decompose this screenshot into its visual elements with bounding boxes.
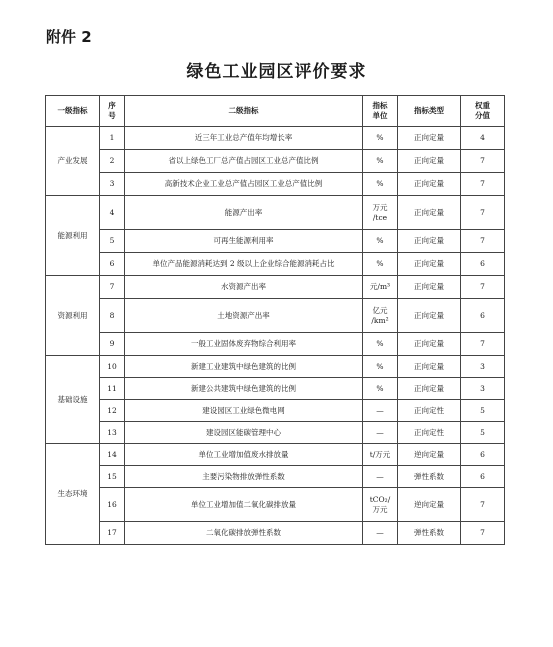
table-row: [46, 299, 505, 333]
row-indicator: 新建公共建筑中绿色建筑的比例: [125, 378, 363, 400]
attachment-label: 附件 2: [46, 28, 92, 46]
row-type: 正向定性: [398, 422, 461, 444]
group-name: 产业发展: [46, 127, 100, 196]
row-weight: 7: [461, 196, 505, 230]
row-seq: 12: [100, 400, 125, 422]
table-row: [46, 333, 505, 356]
row-type: 正向定量: [398, 150, 461, 173]
table-row: [46, 150, 505, 173]
row-weight: 7: [461, 522, 505, 545]
row-indicator: 可再生能源利用率: [125, 230, 363, 253]
row-weight: 7: [461, 276, 505, 299]
row-type: 正向定量: [398, 253, 461, 276]
row-type: 正向定量: [398, 230, 461, 253]
row-indicator: 能源产出率: [125, 196, 363, 230]
row-seq: 13: [100, 422, 125, 444]
row-indicator: 新建工业建筑中绿色建筑的比例: [125, 356, 363, 378]
row-weight: 7: [461, 230, 505, 253]
row-type: 正向定量: [398, 196, 461, 230]
row-seq: 11: [100, 378, 125, 400]
row-seq: 5: [100, 230, 125, 253]
row-indicator: 建设园区工业绿色微电网: [125, 400, 363, 422]
row-type: 正向定量: [398, 276, 461, 299]
table-row: [46, 488, 505, 522]
row-weight: 6: [461, 466, 505, 488]
header-type: 指标类型: [398, 96, 461, 127]
row-unit: t/万元: [363, 444, 398, 466]
row-type: 正向定量: [398, 356, 461, 378]
row-seq: 10: [100, 356, 125, 378]
row-type: 逆向定量: [398, 488, 461, 522]
row-seq: 8: [100, 299, 125, 333]
row-unit: %: [363, 230, 398, 253]
row-type: 正向定量: [398, 333, 461, 356]
document-title: 绿色工业园区评价要求: [186, 62, 367, 82]
row-unit: %: [363, 253, 398, 276]
row-seq: 9: [100, 333, 125, 356]
row-type: 正向定性: [398, 400, 461, 422]
table-row: [46, 400, 505, 422]
row-type: 逆向定量: [398, 444, 461, 466]
row-unit: —: [363, 422, 398, 444]
row-unit: %: [363, 378, 398, 400]
row-unit: —: [363, 400, 398, 422]
row-indicator: 土地资源产出率: [125, 299, 363, 333]
row-type: 正向定量: [398, 127, 461, 150]
row-unit: %: [363, 150, 398, 173]
table-row: [46, 356, 505, 378]
table-row: [46, 173, 505, 196]
group-name: 能源利用: [46, 196, 100, 276]
row-weight: 4: [461, 127, 505, 150]
row-type: 正向定量: [398, 173, 461, 196]
header-unit: 指标 单位: [363, 96, 398, 127]
row-indicator: 水资源产出率: [125, 276, 363, 299]
group-name: 资源利用: [46, 276, 100, 356]
row-seq: 17: [100, 522, 125, 545]
header-seq: 序 号: [100, 96, 125, 127]
row-unit: %: [363, 356, 398, 378]
row-seq: 14: [100, 444, 125, 466]
row-weight: 6: [461, 444, 505, 466]
row-weight: 5: [461, 422, 505, 444]
table-row: [46, 196, 505, 230]
table-row: [46, 378, 505, 400]
row-seq: 2: [100, 150, 125, 173]
row-seq: 16: [100, 488, 125, 522]
row-indicator: 近三年工业总产值年均增长率: [125, 127, 363, 150]
row-seq: 3: [100, 173, 125, 196]
row-weight: 7: [461, 173, 505, 196]
row-weight: 7: [461, 488, 505, 522]
header-level2: 二级指标: [125, 96, 363, 127]
header-weight: 权重 分值: [461, 96, 505, 127]
row-unit: —: [363, 522, 398, 545]
row-indicator: 一般工业固体废弃物综合利用率: [125, 333, 363, 356]
row-indicator: 建设园区能碳管理中心: [125, 422, 363, 444]
row-unit: tCO₂/ 万元: [363, 488, 398, 522]
row-indicator: 单位产品能源消耗达到 2 级以上企业综合能源消耗占比: [125, 253, 363, 276]
table-row: [46, 127, 505, 150]
row-seq: 15: [100, 466, 125, 488]
row-seq: 1: [100, 127, 125, 150]
group-name: 生态环境: [46, 444, 100, 545]
row-indicator: 二氧化碳排放弹性系数: [125, 522, 363, 545]
table-row: [46, 444, 505, 466]
row-weight: 6: [461, 253, 505, 276]
group-name: 基础设施: [46, 356, 100, 444]
row-type: 弹性系数: [398, 466, 461, 488]
row-unit: %: [363, 333, 398, 356]
row-weight: 7: [461, 150, 505, 173]
row-indicator: 省以上绿色工厂总产值占园区工业总产值比例: [125, 150, 363, 173]
row-indicator: 单位工业增加值二氧化碳排放量: [125, 488, 363, 522]
row-weight: 3: [461, 356, 505, 378]
header-level1: 一级指标: [46, 96, 100, 127]
row-seq: 7: [100, 276, 125, 299]
evaluation-table: [45, 95, 505, 545]
row-type: 正向定量: [398, 378, 461, 400]
table-row: [46, 230, 505, 253]
row-unit: 亿元 /km²: [363, 299, 398, 333]
row-weight: 7: [461, 333, 505, 356]
table-row: [46, 276, 505, 299]
row-unit: %: [363, 173, 398, 196]
row-seq: 6: [100, 253, 125, 276]
row-indicator: 单位工业增加值废水排放量: [125, 444, 363, 466]
row-seq: 4: [100, 196, 125, 230]
table-row: [46, 253, 505, 276]
row-weight: 6: [461, 299, 505, 333]
row-unit: 元/m³: [363, 276, 398, 299]
row-unit: 万元 /tce: [363, 196, 398, 230]
table-row: [46, 522, 505, 545]
row-type: 正向定量: [398, 299, 461, 333]
row-weight: 3: [461, 378, 505, 400]
row-unit: —: [363, 466, 398, 488]
table-header-row: [46, 96, 505, 127]
table-row: [46, 422, 505, 444]
row-indicator: 主要污染物排放弹性系数: [125, 466, 363, 488]
row-type: 弹性系数: [398, 522, 461, 545]
row-indicator: 高新技术企业工业总产值占园区工业总产值比例: [125, 173, 363, 196]
row-weight: 5: [461, 400, 505, 422]
row-unit: %: [363, 127, 398, 150]
table-row: [46, 466, 505, 488]
